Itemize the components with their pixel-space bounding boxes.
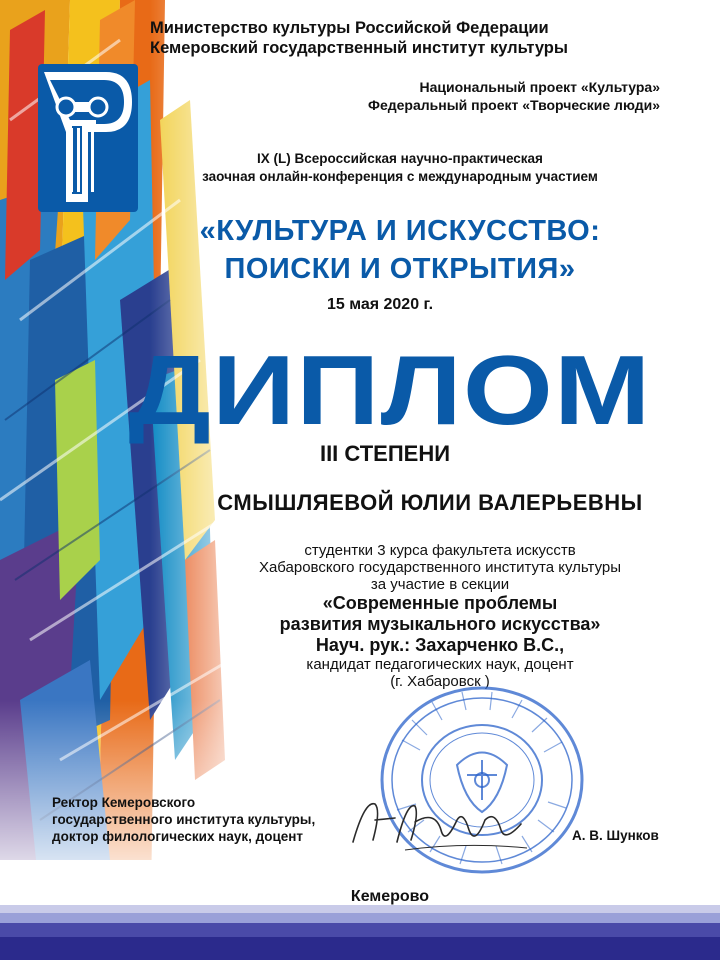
- diploma-title: ДИПЛОМ: [128, 335, 652, 445]
- signatory-line-3: доктор филологических наук, доцент: [52, 829, 304, 844]
- award-details: [170, 542, 710, 690]
- recipient-city: (г. Хабаровск ): [390, 673, 490, 690]
- header-ministry-block: [150, 18, 650, 58]
- scientific-advisor: Науч. рук.: Захарченко В.С.,: [315, 635, 565, 655]
- conference-date: 15 мая 2020 г.: [326, 296, 434, 313]
- conference-title: [130, 212, 670, 288]
- diploma-degree: III СТЕПЕНИ: [319, 441, 451, 466]
- issue-city: Кемерово: [350, 888, 430, 905]
- handwritten-signature: [345, 790, 535, 860]
- institute-name: Кемеровский государственный институт культуры: [150, 39, 568, 57]
- signatory-name: А. В. Шунков: [572, 828, 659, 843]
- signatory-line-2: государственного института культуры,: [52, 812, 316, 827]
- conference-title-line-1: «КУЛЬТУРА И ИСКУССТВО:: [199, 215, 601, 247]
- footer-decorative-bands: [0, 905, 720, 960]
- conference-line-2: заочная онлайн-конференция с международным участием: [202, 169, 598, 184]
- national-project: Национальный проект «Культура»: [419, 79, 660, 95]
- student-course: студентки 3 курса факультета искусств: [304, 542, 576, 559]
- signatory-position: [52, 794, 372, 845]
- conference-title-line-2: ПОИСКИ И ОТКРЫТИЯ»: [224, 253, 576, 285]
- header-projects-block: [300, 78, 660, 114]
- recipient-name: СМЫШЛЯЕВОЙ ЮЛИИ ВАЛЕРЬЕВНЫ: [217, 490, 643, 515]
- conference-line-1: IX (L) Всероссийская научно-практическая: [257, 151, 543, 166]
- ministry-name: Министерство культуры Российской Федерации: [150, 19, 549, 37]
- section-name-line-2: развития музыкального искусства»: [279, 614, 601, 634]
- signatory-line-1: Ректор Кемеровского: [52, 795, 196, 810]
- section-name-line-1: «Современные проблемы: [322, 593, 558, 613]
- institute-logo: [36, 62, 140, 214]
- conference-description: [120, 150, 680, 186]
- student-institute: Хабаровского государственного института культуры: [258, 559, 622, 576]
- federal-project: Федеральный проект «Творческие люди»: [368, 97, 660, 113]
- participation-text: за участие в секции: [370, 576, 510, 593]
- advisor-title: кандидат педагогических наук, доцент: [306, 656, 574, 673]
